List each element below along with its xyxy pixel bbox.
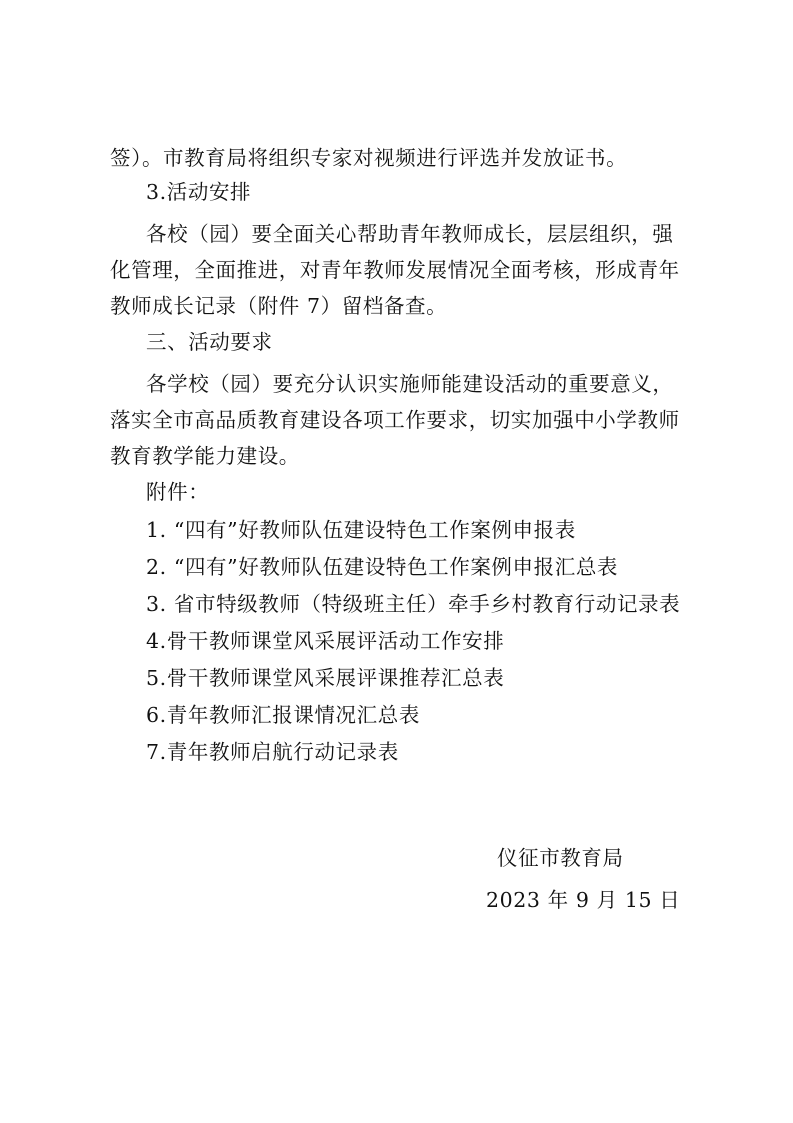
requirements-line-1: 各学校（园）要充分认识实施师能建设活动的重要意义， xyxy=(146,372,674,396)
issue-date: 2023 年 9 月 15 日 xyxy=(486,888,681,912)
attachments-label: 附件： xyxy=(146,480,210,504)
requirements-heading: 三、活动要求 xyxy=(146,330,273,354)
attachment-item-6: 6.青年教师汇报课情况汇总表 xyxy=(146,703,420,727)
section-3-line-2: 化管理，全面推进，对青年教师发展情况全面考核，形成青年 xyxy=(110,258,680,282)
requirements-line-2: 落实全市高品质教育建设各项工作要求，切实加强中小学教师 xyxy=(110,408,680,432)
intro-line-1: 签）。市教育局将组织专家对视频进行评选并发放证书。 xyxy=(110,146,628,170)
attachment-item-2: 2. “四有”好教师队伍建设特色工作案例申报汇总表 xyxy=(146,555,619,579)
section-3-line-1: 各校（园）要全面关心帮助青年教师成长，层层组织，强 xyxy=(146,222,674,246)
attachment-item-1: 1. “四有”好教师队伍建设特色工作案例申报表 xyxy=(146,518,576,542)
attachment-item-4: 4.骨干教师课堂风采展评活动工作安排 xyxy=(146,629,505,653)
requirements-line-3: 教育教学能力建设。 xyxy=(110,444,300,468)
section-3-line-3: 教师成长记录（附件 7）留档备查。 xyxy=(110,294,448,318)
issuer-name: 仪征市教育局 xyxy=(497,846,624,870)
attachment-item-7: 7.青年教师启航行动记录表 xyxy=(146,740,399,764)
section-3-heading: 3.活动安排 xyxy=(146,180,252,204)
attachment-item-5: 5.骨干教师课堂风采展评课推荐汇总表 xyxy=(146,666,505,690)
attachment-item-3: 3. 省市特级教师（特级班主任）牵手乡村教育行动记录表 xyxy=(146,592,681,616)
